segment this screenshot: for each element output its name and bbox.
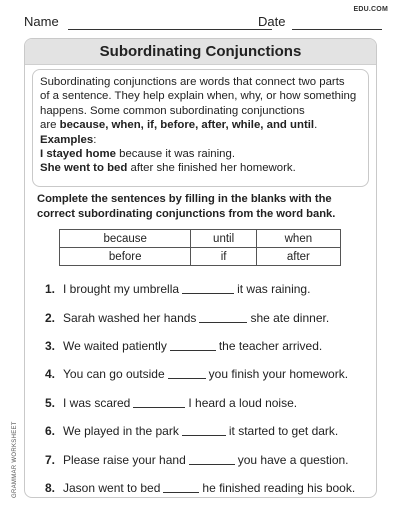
question-text-after: she ate dinner. [250,310,330,325]
question-text-before: Sarah washed her hands [63,310,197,325]
question-list [45,275,375,498]
question-text-after: it was raining. [237,282,311,297]
conjunction-list: because, when, if, before, after, while, and until [59,119,315,132]
question-text-before: We played in the park [63,424,179,439]
intro-line [40,118,361,132]
instruction-line: Complete the sentences by filling in the blanks with the [37,193,332,205]
question-text-after: you have a question. [237,452,349,467]
answer-blank[interactable] [182,284,234,294]
word-bank-row [60,248,341,266]
answer-blank[interactable] [182,426,226,436]
word-bank-cell: before [60,248,191,266]
question-text-before: We waited patiently [63,338,167,353]
question-text-before: Jason went to bed [63,480,161,495]
answer-blank[interactable] [199,313,247,323]
question-text-before: You can go outside [63,367,165,382]
name-line[interactable] [68,29,272,30]
instructions [37,192,367,221]
name-label: Name [24,14,59,29]
intro-line: Subordinating conjunctions are words that connect two parts [40,76,345,88]
example-1 [40,147,361,161]
answer-blank[interactable] [133,398,185,408]
question-number: 7. [45,452,56,467]
intro-line: of a sentence. They help explain when, why, or how something [40,90,357,103]
intro-text: . [314,119,318,132]
question-number: 6. [45,424,56,439]
answer-blank[interactable] [168,369,206,379]
question-item [45,474,375,498]
worksheet-title: Subordinating Conjunctions [25,39,376,65]
question-number: 3. [45,338,56,353]
question-number: 1. [45,282,56,297]
question-text-after: you finish your homework. [208,367,349,382]
question-text-before: Please raise your hand [63,452,186,467]
examples-colon: : [93,133,97,146]
example-rest: after she finished her homework. [127,162,296,175]
question-text-before: I brought my umbrella [63,282,180,297]
question-number: 5. [45,395,56,410]
question-text-before: I was scared [63,395,131,410]
examples-heading [40,133,361,147]
intro-text: are [40,119,60,132]
side-label: GRAMMAR WORKSHEET [12,421,18,498]
answer-blank[interactable] [170,341,216,351]
question-text-after: the teacher arrived. [218,338,323,353]
question-number: 8. [45,480,56,495]
word-bank-cell: because [60,230,191,248]
question-item [45,303,375,331]
brand-logo: EDU.COM [353,6,388,13]
worksheet-card [24,38,377,498]
question-text-after: I heard a loud noise. [188,395,298,410]
instruction-line: correct subordinating conjunctions from the word bank. [37,207,336,220]
intro-line: happens. Some common subordinating conjunctions [40,104,305,117]
date-label: Date [258,14,286,29]
word-bank-row [60,230,341,248]
example-main-clause: I stayed home [40,148,116,161]
question-item [45,332,375,360]
example-main-clause: She went to bed [40,162,128,175]
question-item [45,389,375,417]
answer-blank[interactable] [163,483,199,493]
question-item [45,417,375,445]
word-bank-table [59,229,341,266]
question-item [45,275,375,303]
question-item [45,360,375,388]
word-bank-cell: until [191,230,256,248]
answer-blank[interactable] [189,455,235,465]
examples-label: Examples [40,133,94,146]
question-number: 2. [45,310,56,325]
question-number: 4. [45,367,56,382]
name-date-row [24,14,384,32]
question-item [45,445,375,473]
question-text-after: it started to get dark. [228,424,339,439]
question-text-after: he finished reading his book. [202,480,356,495]
word-bank-cell: when [256,230,340,248]
example-rest: because it was raining. [115,148,236,161]
word-bank-cell: after [256,248,340,266]
example-2 [40,161,361,175]
word-bank-cell: if [191,248,256,266]
date-line[interactable] [292,29,382,30]
intro-box [32,69,369,187]
